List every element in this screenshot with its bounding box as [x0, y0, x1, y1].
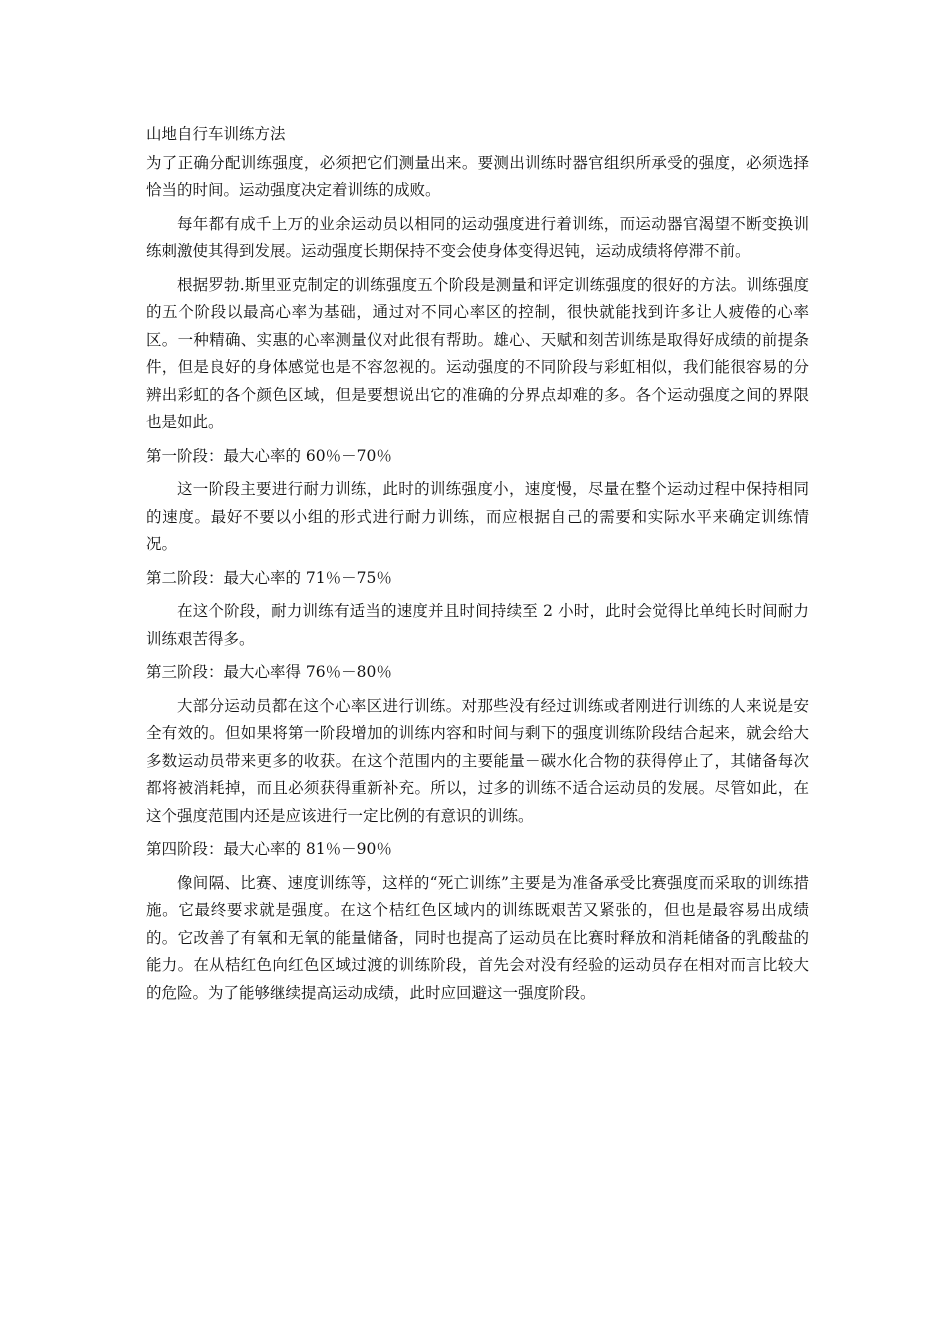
stage-3-paragraph: 大部分运动员都在这个心率区进行训练。对那些没有经过训练或者刚进行训练的人来说是安全有效的。但如果将第一阶段增加的训练内容和时间与剩下的强度训练阶段结合起来，就会给大多数运动员带来更多的收获。在这个范围内的主要能量－碳水化合物的获得停止了，其储备每次都将被消耗掉，而且必须获得重新补充。所以，过多的训练不适合运动员的发展。尽管如此，在这个强度范围内还是应该进行一定比例的有意识的训练。	[146, 696, 809, 825]
intro-paragraph: 为了正确分配训练强度，必须把它们测量出来。要测出训练时器官组织所承受的强度，必须选择恰当的时间。运动强度决定着训练的成败。	[146, 153, 809, 199]
stage-3-heading: 第三阶段：最大心率得 76％－80％	[146, 663, 392, 681]
paragraph-five-stages: 根据罗勃.斯里亚克制定的训练强度五个阶段是测量和评定训练强度的很好的方法。训练强度的五个阶段以最高心率为基础，通过对不同心率区的控制，很快就能找到许多让人疲倦的心率区。一种精确、实惠的心率测量仪对此很有帮助。雄心、天赋和刻苦训练是取得好成绩的前提条件，但是良好的身体感觉也是不容忽视的。运动强度的不同阶段与彩虹相似，我们能很容易的分辨出彩虹的各个颜色区域，但是要想说出它的准确的分界点却难的多。各个运动强度之间的界限也是如此。	[146, 275, 809, 431]
stage-4-paragraph: 像间隔、比赛、速度训练等，这样的“死亡训练”主要是为准备承受比赛强度而采取的训练措施。它最终要求就是强度。在这个桔红色区域内的训练既艰苦又紧张的，但也是最容易出成绩的。它改善了有氧和无氧的能量储备，同时也提高了运动员在比赛时释放和消耗储备的乳酸盐的能力。在从桔红色向红色区域过渡的训练阶段，首先会对没有经验的运动员存在相对而言比较大的危险。为了能够继续提高运动成绩，此时应回避这一强度阶段。	[146, 873, 809, 1002]
stage-2-heading: 第二阶段：最大心率的 71％－75％	[146, 568, 392, 587]
stage-4-heading: 第四阶段：最大心率的 81％－90％	[146, 840, 392, 858]
stage-2-paragraph: 在这个阶段，耐力训练有适当的速度并且时间持续至 2 小时，此时会觉得比单纯长时间耐力训练艰苦得多。	[146, 602, 809, 648]
stage-1-paragraph: 这一阶段主要进行耐力训练，此时的训练强度小，速度慢，尽量在整个运动过程中保持相同的速度。最好不要以小组的形式进行耐力训练，而应根据自己的需要和实际水平来确定训练情况。	[146, 480, 809, 553]
paragraph-training-stimulus: 每年都有成千上万的业余运动员以相同的运动强度进行着训练，而运动器官渴望不断变换训练刺激使其得到发展。运动强度长期保持不变会使身体变得迟钝，运动成绩将停滞不前。	[146, 214, 809, 260]
document-page	[146, 121, 809, 1007]
document-title: 山地自行车训练方法	[146, 125, 286, 143]
stage-1-heading: 第一阶段：最大心率的 60％－70％	[146, 446, 392, 465]
